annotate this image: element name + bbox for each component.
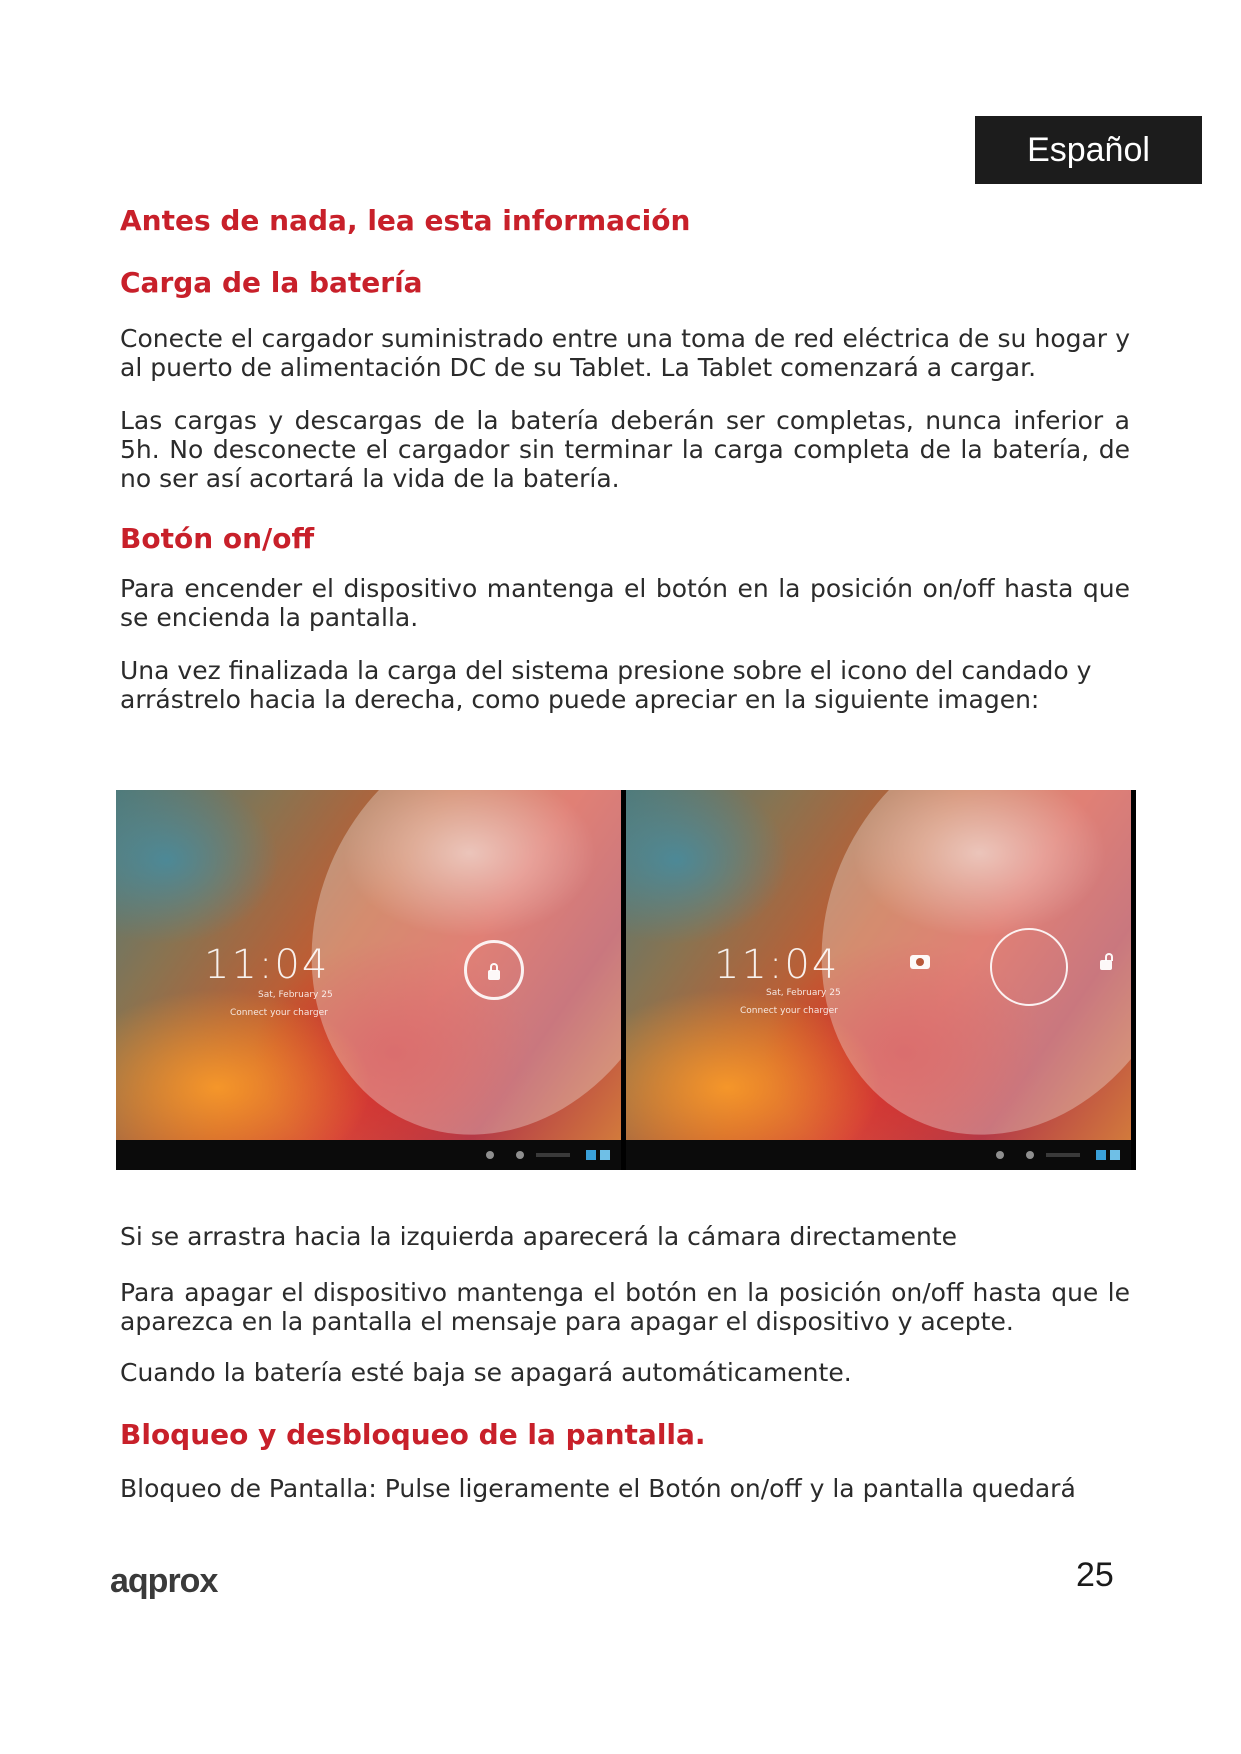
battery-icon: [600, 1150, 610, 1160]
nav-status-strip: [1046, 1153, 1080, 1157]
nav-settings-icon: [996, 1151, 1004, 1159]
nav-status-strip: [536, 1153, 570, 1157]
unlock-icon: [1100, 960, 1112, 970]
clock-left: 11:04: [204, 942, 330, 988]
battery-icon: [1110, 1150, 1120, 1160]
nav-usb-icon: [516, 1151, 524, 1159]
lock-icon: [488, 970, 500, 980]
brand-logo: aqprox: [110, 1562, 218, 1600]
lock-paragraph-1: Bloqueo de Pantalla: Pulse ligeramente el Botón on/off y la pantalla quedará: [120, 1474, 1076, 1503]
wifi-icon: [1096, 1150, 1106, 1160]
camera-icon: [910, 955, 930, 969]
onoff-paragraph-1: Para encender el dispositivo mantenga el botón en la posición on/off hasta que se encienda la pantalla.: [120, 574, 1130, 632]
intro-heading: Antes de nada, lea esta información: [120, 204, 691, 237]
lockscreen-panel-right: [626, 790, 1131, 1140]
charger-status-left: Connect your charger: [230, 1008, 328, 1018]
battery-paragraph-1: Conecte el cargador suministrado entre una toma de red eléctrica de su hogar y al puerto de alimentación DC de su Tablet. La Tablet comenzará a cargar.: [120, 324, 1130, 382]
date-left: Sat, February 25: [258, 990, 333, 1000]
lockscreen-panel-left: [116, 790, 621, 1140]
battery-paragraph-2: Las cargas y descargas de la batería deberán ser completas, nunca inferior a 5h. No desconecte el cargador sin terminar la carga completa de la batería, de no ser así acortará la vida de la batería.: [120, 406, 1130, 493]
after-paragraph-1: Si se arrastra hacia la izquierda aparecerá la cámara directamente: [120, 1222, 957, 1251]
nav-settings-icon: [486, 1151, 494, 1159]
nav-usb-icon: [1026, 1151, 1034, 1159]
onoff-heading: Botón on/off: [120, 522, 315, 555]
after-paragraph-2: Para apagar el dispositivo mantenga el botón en la posición on/off hasta que le aparezca en la pantalla el mensaje para apagar el dispositivo y acepte.: [120, 1278, 1130, 1336]
language-tab: Español: [975, 116, 1202, 184]
lockscreen-figure: [116, 790, 1136, 1170]
unlock-target-ring: [990, 928, 1068, 1006]
charger-status-right: Connect your charger: [740, 1006, 838, 1016]
navigation-bar-left: [116, 1140, 621, 1170]
lock-heading: Bloqueo y desbloqueo de la pantalla.: [120, 1418, 706, 1451]
battery-heading: Carga de la batería: [120, 266, 423, 299]
unlock-handle: [464, 940, 524, 1000]
clock-right: 11:04: [714, 942, 840, 988]
date-right: Sat, February 25: [766, 988, 841, 998]
page-number: 25: [1076, 1556, 1114, 1594]
navigation-bar-right: [626, 1140, 1131, 1170]
onoff-paragraph-2: Una vez finalizada la carga del sistema presione sobre el icono del candado y arrástrelo hacia la derecha, como puede apreciar en la siguiente imagen:: [120, 656, 1092, 714]
after-paragraph-3: Cuando la batería esté baja se apagará automáticamente.: [120, 1358, 852, 1387]
wifi-icon: [586, 1150, 596, 1160]
